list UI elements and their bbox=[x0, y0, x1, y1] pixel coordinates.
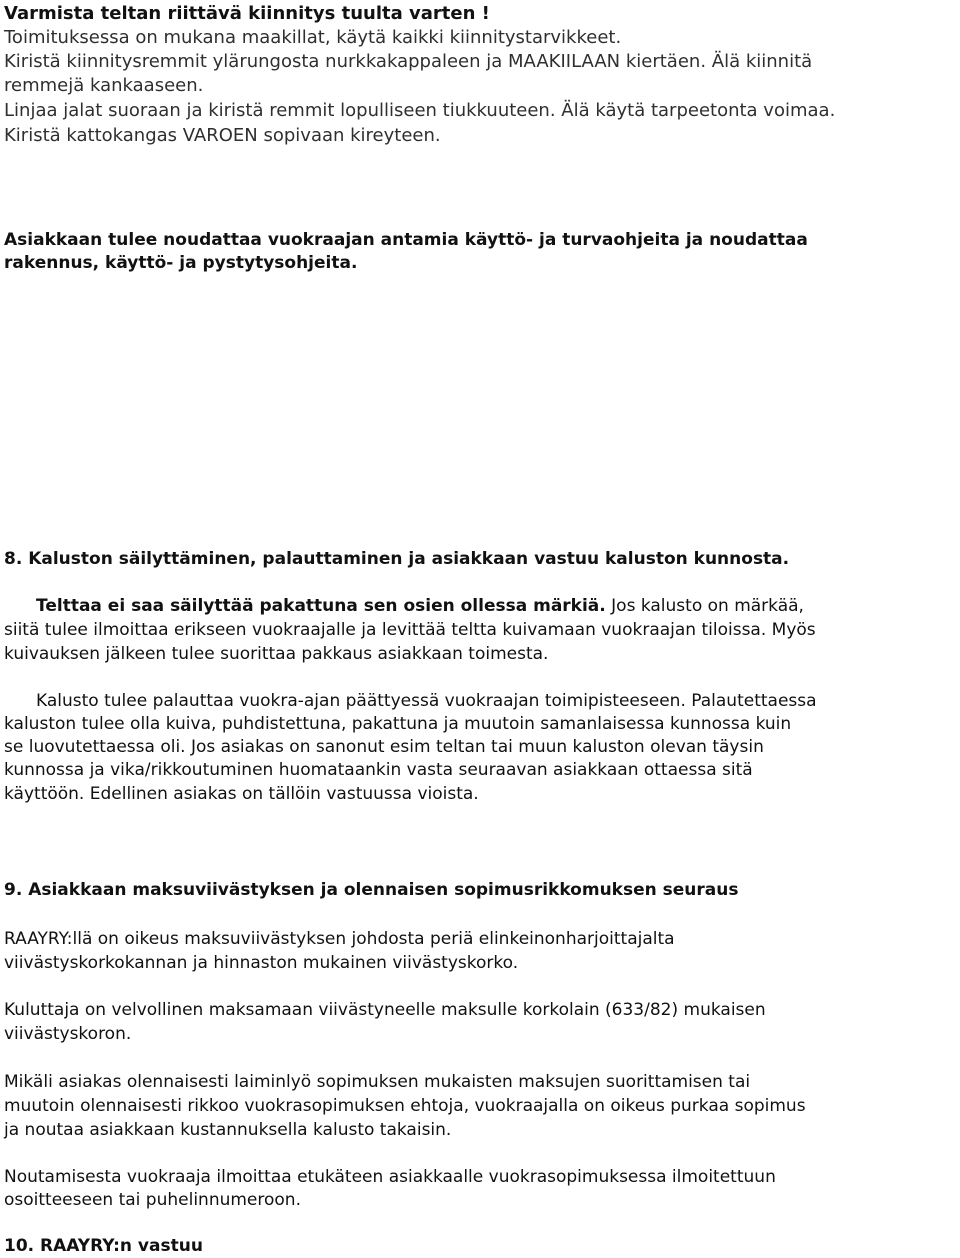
section-9-paragraph-line: osoitteeseen tai puhelinnumeroon. bbox=[4, 1190, 301, 1210]
section-8-heading: 8. Kaluston säilyttäminen, palauttaminen ja asiakkaan vastuu kaluston kunnosta. bbox=[4, 549, 790, 569]
notice-line: rakennus, käyttö- ja pystytysohjeita. bbox=[4, 253, 358, 273]
section-9-paragraph-line: Noutamisesta vuokraaja ilmoittaa etukäteen asiakkaalle vuokrasopimuksessa ilmoitettuun bbox=[4, 1167, 776, 1187]
section-8-paragraph-line: se luovutettaessa oli. Jos asiakas on sanonut esim teltan tai muun kaluston olevan täysin bbox=[4, 737, 764, 757]
section-9-paragraph-line: RAAYRY:llä on oikeus maksuviivästyksen johdosta periä elinkeinonharjoittajalta bbox=[4, 929, 675, 949]
intro-line: remmejä kankaaseen. bbox=[4, 75, 204, 96]
section-9-heading: 9. Asiakkaan maksuviivästyksen ja olennaisen sopimusrikkomuksen seuraus bbox=[4, 880, 739, 900]
intro-line: Toimituksessa on mukana maakillat, käytä kaikki kiinnitystarvikkeet. bbox=[4, 27, 622, 48]
section-9-paragraph-line: ja noutaa asiakkaan kustannuksella kalusto takaisin. bbox=[4, 1120, 452, 1140]
storage-text: Jos kalusto on märkää, bbox=[605, 596, 804, 616]
section-8-paragraph-line: kuivauksen jälkeen tulee suorittaa pakkaus asiakkaan toimesta. bbox=[4, 644, 549, 664]
section-9-paragraph-line: muutoin olennaisesti rikkoo vuokrasopimuksen ehtoja, vuokraajalla on oikeus purkaa sopimus bbox=[4, 1096, 806, 1116]
intro-warning-heading: Varmista teltan riittävä kiinnitys tuulta varten ! bbox=[4, 3, 490, 24]
section-9-paragraph-line: Kuluttaja on velvollinen maksamaan viivästyneelle maksulle korkolain (633/82) mukaisen bbox=[4, 1000, 766, 1020]
section-8-paragraph-line bbox=[36, 595, 804, 618]
section-9-paragraph-line: viivästyskoron. bbox=[4, 1024, 132, 1044]
storage-warning: Telttaa ei saa säilyttää pakattuna sen osien ollessa märkiä. bbox=[36, 596, 606, 616]
section-9-paragraph-line: viivästyskorkokannan ja hinnaston mukainen viivästyskorko. bbox=[4, 953, 519, 973]
intro-line: Kiristä kattokangas VAROEN sopivaan kireyteen. bbox=[4, 125, 441, 146]
section-9-paragraph-line: Mikäli asiakas olennaisesti laiminlyö sopimuksen mukaisten maksujen suorittamisen tai bbox=[4, 1072, 751, 1092]
section-8-paragraph-line: kunnossa ja vika/rikkoutuminen huomataankin vasta seuraavan asiakkaan ottaessa sitä bbox=[4, 760, 753, 780]
intro-line: Linjaa jalat suoraan ja kiristä remmit lopulliseen tiukkuuteen. Älä käytä tarpeetonta voimaa. bbox=[4, 100, 836, 121]
section-10-heading: 10. RAAYRY:n vastuu bbox=[4, 1236, 203, 1256]
section-8-paragraph-line: Kalusto tulee palauttaa vuokra-ajan päättyessä vuokraajan toimipisteeseen. Palautettaessa bbox=[36, 691, 817, 711]
notice-line: Asiakkaan tulee noudattaa vuokraajan antamia käyttö- ja turvaohjeita ja noudattaa bbox=[4, 230, 808, 250]
section-8-paragraph-line: käyttöön. Edellinen asiakas on tällöin vastuussa vioista. bbox=[4, 784, 479, 804]
intro-line: Kiristä kiinnitysremmit ylärungosta nurkkakappaleen ja MAAKIILAAN kiertäen. Älä kiinnitä bbox=[4, 51, 813, 72]
section-8-paragraph-line: kaluston tulee olla kuiva, puhdistettuna, pakattuna ja muutoin samanlaisessa kunnossa kuin bbox=[4, 714, 792, 734]
section-8-paragraph-line: siitä tulee ilmoittaa erikseen vuokraajalle ja levittää teltta kuivamaan vuokraajan tiloissa. Myös bbox=[4, 620, 816, 640]
